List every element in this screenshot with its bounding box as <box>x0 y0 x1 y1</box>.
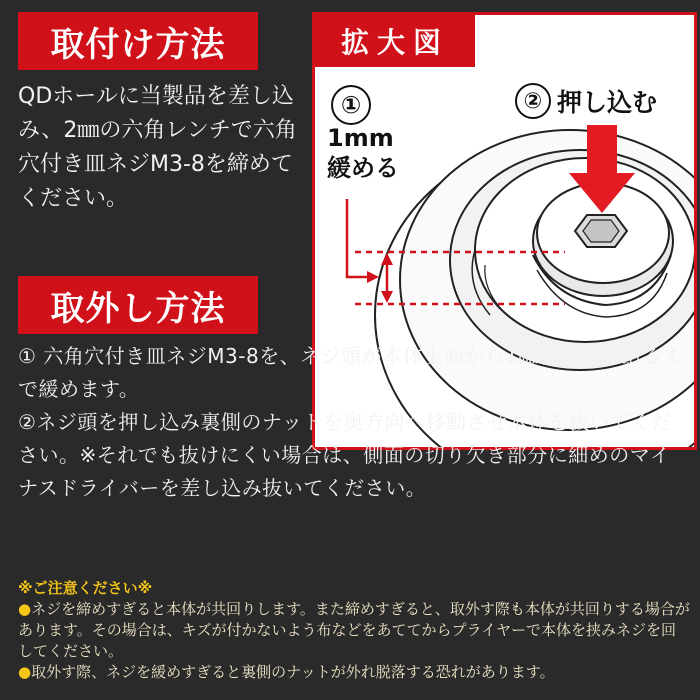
bullet-icon: ● <box>18 663 32 681</box>
step1-number: ① <box>331 85 371 125</box>
install-instructions: QDホールに当製品を差し込み、2㎜の六角レンチで六角穴付き皿ネジM3-8を締めてください。 <box>18 84 297 211</box>
remove-instructions <box>18 340 688 505</box>
caution-item: ●取外す際、ネジを緩めすぎると裏側のナットが外れ脱落する恐れがあります。 <box>18 663 555 681</box>
remove-step1: ① 六角穴付き皿ネジM3-8を、ネジ頭が本体上面から1㎜程度飛び出るまで緩めます。 <box>18 344 683 401</box>
install-title: 取付け方法 <box>18 12 258 70</box>
remove-title: 取外し方法 <box>18 276 258 334</box>
caution-title: ※ご注意ください※ <box>18 579 153 597</box>
caution-section <box>18 578 690 683</box>
bullet-icon: ● <box>18 600 32 618</box>
push-arrow-shaft <box>587 125 617 175</box>
step1-pointer <box>347 199 371 277</box>
remove-step2: ②ネジ頭を押し込み裏側のナットを奥方向へ移動させ本体を抜いてください。※それでも抜けにくい場合は、側面の切り欠き部分に細めのマイナスドライバーを差し込み抜いてください。 <box>18 410 672 500</box>
step2-label <box>515 83 657 119</box>
diagram-title: 拡大図 <box>315 15 475 67</box>
step2-number: ② <box>515 83 551 119</box>
step2-text: 押し込む <box>557 88 658 117</box>
caution-item: ●ネジを締めすぎると本体が共回りします。また締めすぎると、取外す際も本体が共回りする場合があります。その場合は、キズが付かないよう布などをあててからプライヤーで本体を挟みネジを回してください。 <box>18 600 690 660</box>
step1-label: 1mm 緩める <box>327 124 399 182</box>
